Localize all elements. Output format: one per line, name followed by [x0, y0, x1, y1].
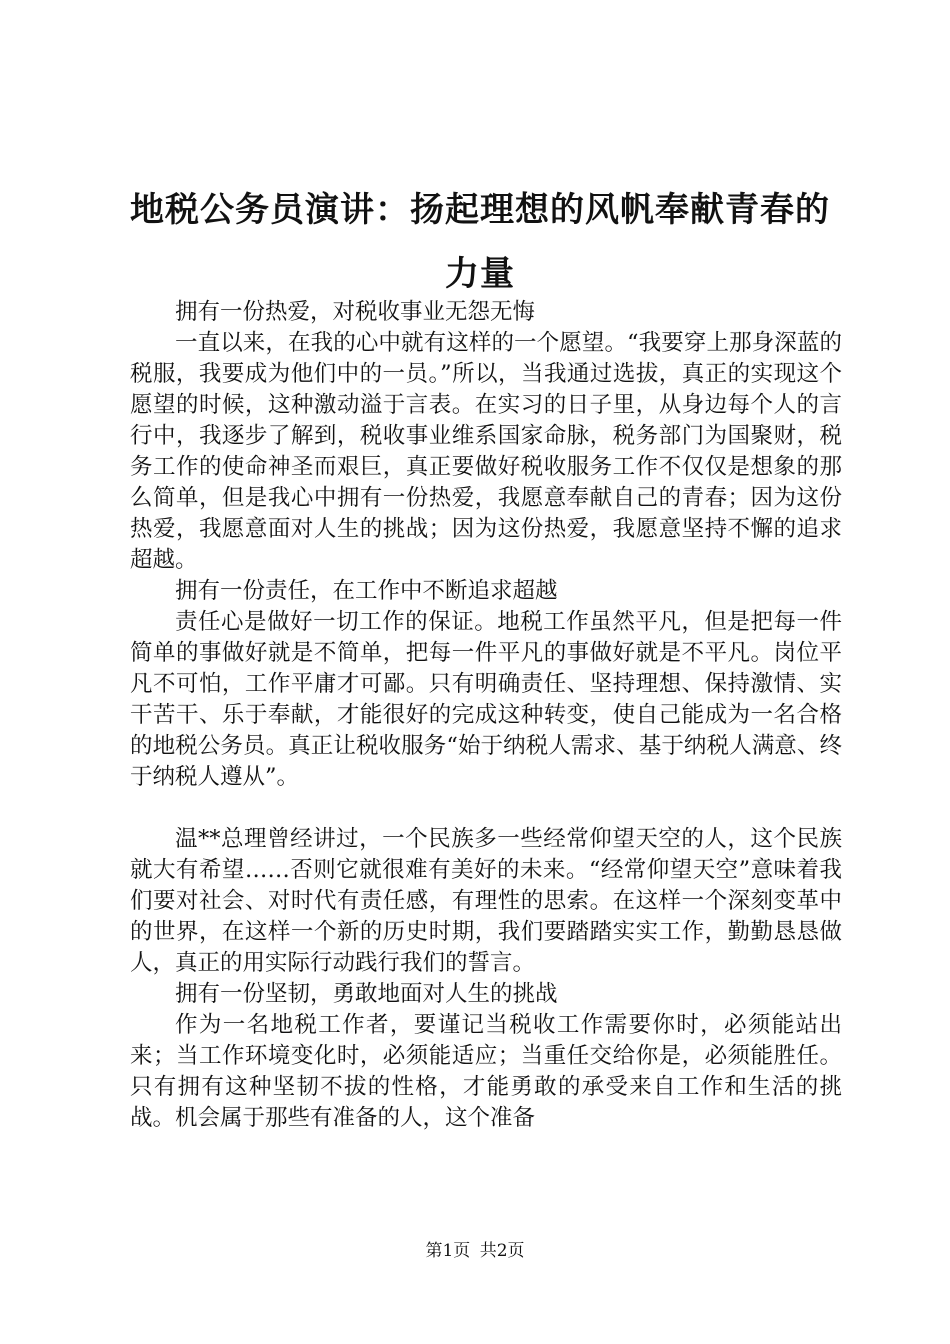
paragraph-tenacity: 作为一名地税工作者，要谨记当税收工作需要你时，必须能站出来；当工作环境变化时，必须能适应；当重任交给你是，必须能胜任。只有拥有这种坚韧不拔的性格，才能勇敢的承受来自工作和生活的挑战。机会属于那些有准备的人，这个准备 — [130, 1012, 842, 1131]
paragraph-love: 一直以来，在我的心中就有这样的一个愿望。“我要穿上那身深蓝的税服，我要成为他们中的一员。”所以，当我通过选拔，真正的实现这个愿望的时候，这种激动溢于言表。在实习的日子里，从身边每个人的言行中，我逐步了解到，税收事业维系国家命脉，税务部门为国聚财，税务工作的使命神圣而艰巨，真正要做好税收服务工作不仅仅是想象的那么简单，但是我心中拥有一份热爱，我愿意奉献自己的青春；因为这份热爱，我愿意面对人生的挑战；因为这份热爱，我愿意坚持不懈的追求超越。 — [130, 330, 842, 573]
document-body — [130, 297, 842, 1134]
paragraph-quote: 温**总理曾经讲过，一个民族多一些经常仰望天空的人，这个民族就大有希望……否则它就很难有美好的未来。“经常仰望天空”意味着我们要对社会、对时代有责任感，有理性的思索。在这样一个深刻变革中的世界，在这样一个新的历史时期，我们要踏踏实实工作，勤勤恳恳做人，真正的用实际行动践行我们的誓言。 — [130, 826, 842, 976]
section-heading-responsibility: 拥有一份责任，在工作中不断追求超越 — [175, 578, 558, 604]
total-pages: 共2页 — [479, 1241, 525, 1261]
page-number: 第1页 — [425, 1241, 471, 1261]
blank-line — [130, 793, 842, 824]
title-line-2: 力量 — [445, 254, 515, 294]
document-title — [110, 178, 850, 306]
title-line-1: 地税公务员演讲：扬起理想的风帆奉献青春的 — [130, 190, 830, 230]
section-heading-tenacity: 拥有一份坚韧，勇敢地面对人生的挑战 — [175, 981, 558, 1007]
page-footer — [0, 1240, 950, 1262]
paragraph-responsibility: 责任心是做好一切工作的保证。地税工作虽然平凡，但是把每一件简单的事做好就是不简单，把每一件平凡的事做好就是不平凡。岗位平凡不可怕，工作平庸才可鄙。只有明确责任、坚持理想、保持激情、实干苦干、乐于奉献，才能很好的完成这种转变，使自己能成为一名合格的地税公务员。真正让税收服务“始于纳税人需求、基于纳税人满意、终于纳税人遵从”。 — [130, 609, 842, 790]
section-heading-love: 拥有一份热爱，对税收事业无怨无悔 — [175, 299, 536, 325]
